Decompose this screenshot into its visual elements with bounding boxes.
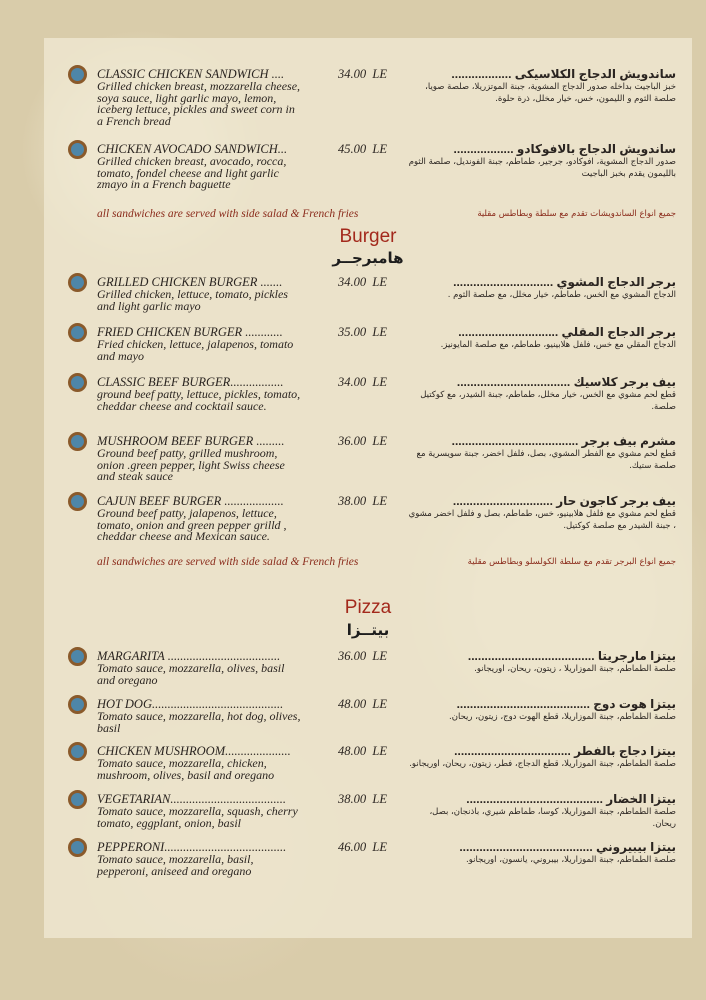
item-name: CHICKEN MUSHROOM..................... [97,744,291,758]
item-description-arabic: صلصة الطماطم، جبنة الموزاريلا، بيبروني، يانسون، اوريجانو. [466,855,676,865]
item-arabic [406,375,676,413]
item-name: MUSHROOM BEEF BURGER ......... [97,434,285,448]
section-title-arabic: هامبرجــر [332,249,404,267]
item-description-arabic: صلصة الطماطم، جبنة الموزاريلا، قطع الدجاج، فطر، زيتون، ريحان، اوريجانو. [409,759,676,769]
section-title: Pizza [344,597,392,618]
item-english [97,744,312,781]
section-title-arabic: بيتــزا [346,621,390,639]
item-description-arabic: قطع لحم مشوي مع الفطر المشوي، بصل، فلفل اخضر، جبنة سويسرية مع صلصة ستيك. [416,449,676,471]
menu-item-badge-icon [68,273,87,292]
item-arabic [406,67,676,105]
item-english [97,840,312,877]
item-description: Tomato sauce, mozzarella, hot dog, olives, basil [97,709,301,735]
item-name: CHICKEN AVOCADO SANDWICH... [97,142,288,156]
item-english [97,649,312,686]
item-name: CLASSIC BEEF BURGER................. [97,375,284,389]
item-english [97,375,312,412]
item-description: Tomato sauce, mozzarella, chicken, mushroom, olives, basil and oregano [97,756,275,782]
item-name-arabic: ساندويش الدجاج الكلاسيكى .................. [451,67,676,81]
menu-item-badge-icon [68,695,87,714]
item-price: 38.00 LE [338,792,387,806]
item-name: VEGETARIAN..................................... [97,792,286,806]
item-arabic [406,792,676,830]
item-description-arabic: صلصة الطماطم، جبنة الموزاريلا، كوسا، طماطم شيري، باذنجان، بصل، ريحان. [429,807,676,829]
item-description-arabic: خبز الباجيت بداخله صدور الدجاج المشوية، جبنة الموتزريلا، صلصة صويا، صلصة الثوم و الليمون، خس، خيار مخلل، ذرة حلوة. [425,82,676,104]
section-note-arabic: جميع انواع الساندويشات تقدم مع سلطة وبطاطس مقلية [477,209,676,219]
menu-item-badge-icon [68,647,87,666]
item-description-arabic: صدور الدجاج المشوية، افوكادو، جرجير، طماطم، جبنة الفونديل، صلصة الثوم بالليمون يقدم بخبز الباجيت [408,157,676,179]
item-arabic [406,434,676,472]
item-name-arabic: بيتزا هوت دوج ........................................ [456,697,676,711]
item-arabic [406,744,676,770]
item-name: PEPPERONI....................................... [97,840,287,854]
item-name-arabic: ساندويش الدجاج بالافوكادو .................. [453,142,676,156]
item-name-arabic: بيتزا مارجريتا ...................................... [467,649,676,663]
item-description: Tomato sauce, mozzarella, basil, pepperoni, aniseed and oregano [97,852,254,878]
item-english [97,275,312,312]
item-description-arabic: الدجاج المقلي مع خس، فلفل هلابينيو، طماطم، مع صلصة المايونيز. [440,340,676,350]
item-price: 46.00 LE [338,840,387,854]
item-description: Ground beef patty, jalapenos, lettuce, tomato, onion and green pepper grilld , cheddar cheese and Mexican sauce. [97,506,287,543]
item-description: Fried chicken, lettuce, jalapenos, tomato and mayo [97,337,294,363]
item-description: ground beef patty, lettuce, pickles, tomato, cheddar cheese and cocktail sauce. [97,387,301,413]
section-title: Burger [339,226,397,247]
item-english [97,494,312,543]
item-arabic [406,325,676,351]
item-name-arabic: بيتزا بيبيروني ........................................ [459,840,676,854]
item-price: 38.00 LE [338,494,387,508]
item-price: 34.00 LE [338,275,387,289]
section-note: all sandwiches are served with side salad & French fries [97,208,359,220]
item-arabic [406,142,676,180]
menu-item-badge-icon [68,373,87,392]
item-description: Grilled chicken breast, mozzarella cheese, soya sauce, light garlic mayo, lemon, iceberg lettuce, pickles and sweet corn in a French bread [97,79,301,128]
item-name: CLASSIC CHICKEN SANDWICH .... [97,67,285,81]
item-description-arabic: صلصة الطماطم، جبنة الموزاريلا، قطع الهوت دوج، زيتون، ريحان. [449,712,676,722]
item-english [97,142,312,191]
menu-item-badge-icon [68,432,87,451]
menu-item-badge-icon [68,492,87,511]
item-name: FRIED CHICKEN BURGER ............ [97,325,283,339]
item-name: MARGARITA .................................... [97,649,281,663]
item-name-arabic: بيتزا الخضار ......................................... [466,792,676,806]
item-name-arabic: مشرم بيف برجر ...................................... [451,434,676,448]
item-price: 48.00 LE [338,697,387,711]
item-price: 45.00 LE [338,142,387,156]
item-english [97,434,312,483]
menu-item-badge-icon [68,742,87,761]
item-description: Ground beef patty, grilled mushroom, onion .green pepper, light Swiss cheese and steak sauce [97,446,285,483]
item-description: Grilled chicken, lettuce, tomato, pickles and light garlic mayo [97,287,288,313]
item-name: GRILLED CHICKEN BURGER ....... [97,275,283,289]
item-name: CAJUN BEEF BURGER ................... [97,494,284,508]
item-price: 36.00 LE [338,434,387,448]
item-price: 34.00 LE [338,67,387,81]
item-name-arabic: برجر الدجاج المشوي .............................. [453,275,676,289]
item-description: Tomato sauce, mozzarella, squash, cherry tomato, eggplant, onion, basil [97,804,298,830]
item-name-arabic: برجر الدجاج المقلي .............................. [458,325,676,339]
item-price: 35.00 LE [338,325,387,339]
item-arabic [406,494,676,532]
menu-item-badge-icon [68,838,87,857]
item-description-arabic: الدجاج المشوي مع الخس، طماطم، خيار مخلل، مع صلصة الثوم . [447,290,676,300]
item-name: HOT DOG.......................................... [97,697,284,711]
menu-item-badge-icon [68,65,87,84]
item-name-arabic: بيف برجر كلاسيك .................................. [456,375,676,389]
item-english [97,792,312,829]
item-name-arabic: بيف برجر كاجون حار .............................. [452,494,676,508]
section-note-arabic: جميع انواع البرجر تقدم مع سلطة الكولسلو وبطاطس مقلية [467,557,676,567]
item-arabic [406,275,676,301]
item-description: Tomato sauce, mozzarella, olives, basil and oregano [97,661,285,687]
item-price: 48.00 LE [338,744,387,758]
item-description: Grilled chicken breast, avocado, rocca, tomato, fondel cheese and light garlic zmayo in a French baguette [97,154,287,191]
item-arabic [406,840,676,866]
item-arabic [406,649,676,675]
item-description-arabic: صلصة الطماطم، جبنة الموزاريلا ، زيتون، ريحان، اوريجانو. [474,664,676,674]
item-price: 36.00 LE [338,649,387,663]
menu-item-badge-icon [68,140,87,159]
section-note: all sandwiches are served with side salad & French fries [97,556,359,568]
item-price: 34.00 LE [338,375,387,389]
item-arabic [406,697,676,723]
item-description-arabic: قطع لحم مشوي مع فلفل هلابينيو، خس، طماطم، بصل و فلفل اخضر مشوي ، جبنة الشيدر مع صلصة كوكتيل. [408,509,676,531]
item-name-arabic: بيتزا دجاج بالفطر ................................... [454,744,676,758]
item-description-arabic: قطع لحم مشوي مع الخس، خيار مخلل، طماطم، جبنة الشيدر، مع كوكتيل صلصة. [420,390,676,412]
item-english [97,697,312,734]
menu-item-badge-icon [68,790,87,809]
item-english [97,325,312,362]
item-english [97,67,312,127]
menu-item-badge-icon [68,323,87,342]
